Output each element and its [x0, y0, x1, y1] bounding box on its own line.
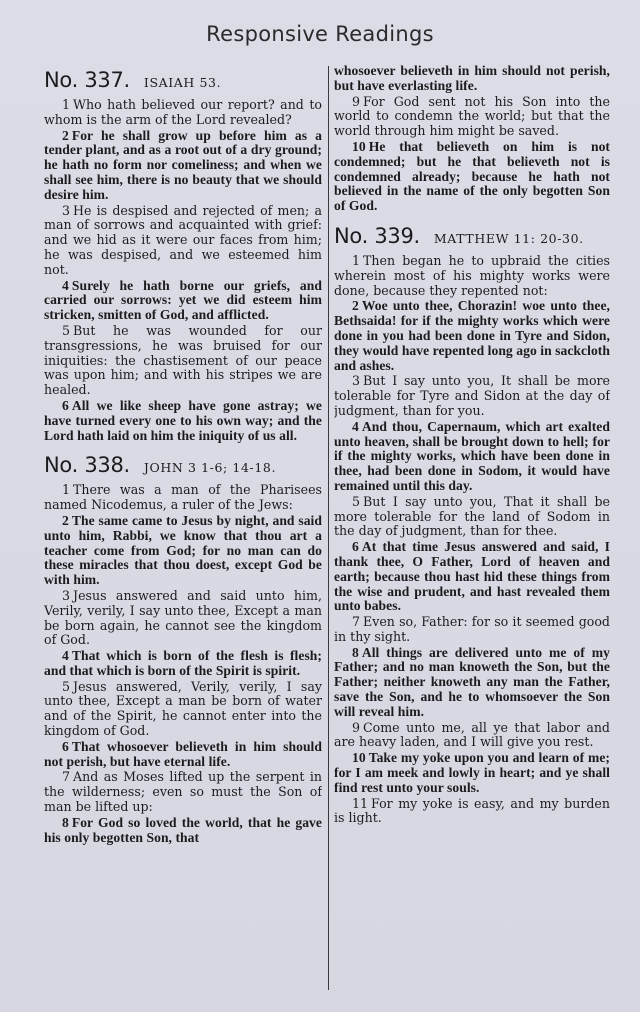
scripture-reference: MATTHEW 11: 20-30. [433, 230, 584, 246]
verse [334, 420, 610, 494]
verse-text: Jesus answered and said unto him, Verily, verily, I say unto thee, Except a man be born again, he cannot see the kingdom of God. [44, 587, 322, 648]
verse [44, 204, 322, 278]
verse-number: 6 [62, 397, 69, 413]
reading-number: No. 339. [334, 223, 420, 248]
verse-number: 5 [62, 678, 71, 694]
verse [334, 646, 610, 720]
verse-number: 5 [62, 322, 71, 338]
reading-338-continued [334, 64, 610, 214]
verse-number: 4 [62, 277, 69, 293]
verse [44, 589, 322, 648]
reading-number: No. 337. [44, 68, 130, 92]
verse [44, 680, 322, 739]
verse [44, 98, 322, 128]
reading-header [334, 224, 610, 248]
verse-text: For my yoke is easy, and my burden is light. [334, 795, 610, 826]
verse-number: 9 [352, 93, 361, 109]
verse-text: For God sent not his Son into the world to condemn the world; but that the world through him might be saved. [334, 93, 610, 139]
verse [334, 540, 610, 614]
verse [44, 514, 322, 588]
verse-text: There was a man of the Pharisees named Nicodemus, a ruler of the Jews: [44, 482, 322, 513]
verse-text: And thou, Capernaum, which art exalted unto heaven, shall be brought down to hell; for if the mighty works, which have been done in thee, had been done in Sodom, it would have remained until this day. [334, 418, 610, 493]
verse [44, 770, 322, 814]
verse [334, 495, 610, 539]
verse-number: 5 [352, 493, 361, 509]
verse-text: For he shall grow up before him as a tender plant, and as a root out of a dry ground; he hath no form nor comeliness; and when we shall see him, there is no beauty that we should desire him. [44, 127, 322, 202]
verse-text: All we like sheep have gone astray; we have turned every one to his own way; and the Lord hath laid on him the iniquity of us all. [44, 397, 322, 443]
verse-number: 6 [352, 539, 359, 555]
verse-number: 10 [352, 138, 366, 154]
left-column [44, 64, 322, 992]
verse-text: Surely he hath borne our griefs, and carried our sorrows: yet we did esteem him stricken, smitten of God, and afflicted. [44, 277, 322, 323]
verse-number: 10 [352, 750, 366, 766]
reading-number: No. 338. [44, 453, 130, 478]
verse [44, 483, 322, 513]
verse-number: 7 [352, 614, 361, 630]
verse [334, 254, 610, 298]
verse [334, 95, 610, 139]
verse-number: 8 [352, 644, 359, 660]
verse-text: Come unto me, all ye that labor and are heavy laden, and I will give you rest. [334, 719, 610, 750]
verse [334, 299, 610, 373]
verse-text: Who hath believed our report? and to whom is the arm of the Lord revealed? [44, 97, 322, 127]
verse-number: 7 [62, 769, 71, 785]
verse [334, 721, 610, 751]
verse [334, 615, 610, 645]
verse [44, 740, 322, 770]
verse-number: 1 [62, 97, 71, 112]
verse-text: For God so loved the world, that he gave his only begotten Son, that [44, 814, 322, 845]
verse-text: He that believeth on him is not condemned; but he that believeth not is condemned already; because he hath not believed in the name of the only begotten Son of God. [334, 138, 610, 214]
verse [334, 64, 610, 94]
verse-text: He is despised and rejected of men; a man of sorrows and acquainted with grief: and we hid as it were our faces from him; he was despised, and we esteemed him not. [44, 202, 322, 277]
verse-number: 3 [352, 373, 361, 389]
verse-text: But he was wounded for our transgressions, he was bruised for our iniquities: the chastisement of our peace was upon him; and with his stripes we are healed. [44, 322, 322, 398]
reading-header [44, 453, 322, 477]
verse-text: The same came to Jesus by night, and said unto him, Rabbi, we know that thou art a teacher come from God; for no man can do these miracles that thou doest, except God be with him. [44, 512, 322, 588]
verse-number: 3 [62, 587, 71, 603]
verse-text: At that time Jesus answered and said, I thank thee, O Father, Lord of heaven and earth; because thou hast hid these things from the wise and prudent, and hast revealed them unto babes. [334, 539, 610, 614]
reading-337 [44, 68, 322, 443]
column-divider [328, 66, 329, 990]
verse-number: 4 [352, 418, 359, 434]
verse [44, 649, 322, 679]
verse [44, 816, 322, 846]
verse-text: But I say unto you, It shall be more tolerable for Tyre and Sidon at the day of judgment, than for you. [334, 373, 610, 418]
verse-number: 11 [352, 795, 369, 811]
scripture-reference: ISAIAH 53. [143, 75, 222, 90]
verse-text: All things are delivered unto me of my Father; and no man knoweth the Son, but the Father; neither knoweth any man the Father, save the Son, and he to whomsoever the Son will reveal him. [334, 644, 610, 719]
verse-text: Even so, Father: for so it seemed good in thy sight. [334, 614, 610, 644]
verse-text: That whosoever believeth in him should not perish, but have eternal life. [44, 738, 322, 769]
verse [44, 279, 322, 323]
verse-text: whosoever believeth in him should not perish, but have everlasting life. [334, 64, 610, 93]
verse-number: 1 [62, 482, 71, 498]
verse-number: 2 [62, 512, 69, 528]
verse-number: 2 [62, 127, 69, 143]
verse-number: 4 [62, 648, 69, 664]
reading-header [44, 68, 322, 92]
verse [44, 399, 322, 443]
verse-text: Jesus answered, Verily, verily, I say unto thee, Except a man be born of water and of the Spirit, he cannot enter into the kingdom of God. [44, 678, 322, 739]
verse-text: Take my yoke upon you and learn of me; for I am meek and lowly in heart; and ye shall find rest unto your souls. [334, 750, 610, 795]
verse-text: And as Moses lifted up the serpent in the wilderness; even so must the Son of man be lifted up: [44, 769, 322, 815]
reading-338 [44, 453, 322, 845]
verse-number: 3 [62, 202, 71, 218]
verse-number: 8 [62, 814, 69, 830]
verse-number: 1 [352, 252, 361, 268]
scripture-reference: JOHN 3 1-6; 14-18. [143, 460, 277, 476]
verse-number: 2 [352, 298, 359, 314]
page-title: Responsive Readings [206, 22, 434, 46]
verse [334, 797, 610, 827]
reading-339 [334, 224, 610, 826]
verse [44, 324, 322, 398]
right-column [334, 64, 610, 992]
verse [334, 140, 610, 214]
verse-number: 9 [352, 719, 361, 735]
verse-text: Woe unto thee, Chorazin! woe unto thee, Bethsaida! for if the mighty works which were done in you had been done in Tyre and Sidon, they would have repented long ago in sackcloth and ashes. [334, 298, 610, 373]
verse [44, 129, 322, 203]
verse-text: But I say unto you, That it shall be more tolerable for the land of Sodom in the day of judgment, than for thee. [334, 493, 610, 539]
verse-text: Then began he to upbraid the cities wherein most of his mighty works were done, because they repented not: [334, 252, 610, 298]
verse [334, 751, 610, 795]
verse-number: 6 [62, 738, 69, 754]
verse-text: That which is born of the flesh is flesh; and that which is born of the Spirit is spirit. [44, 648, 322, 678]
verse [334, 374, 610, 418]
